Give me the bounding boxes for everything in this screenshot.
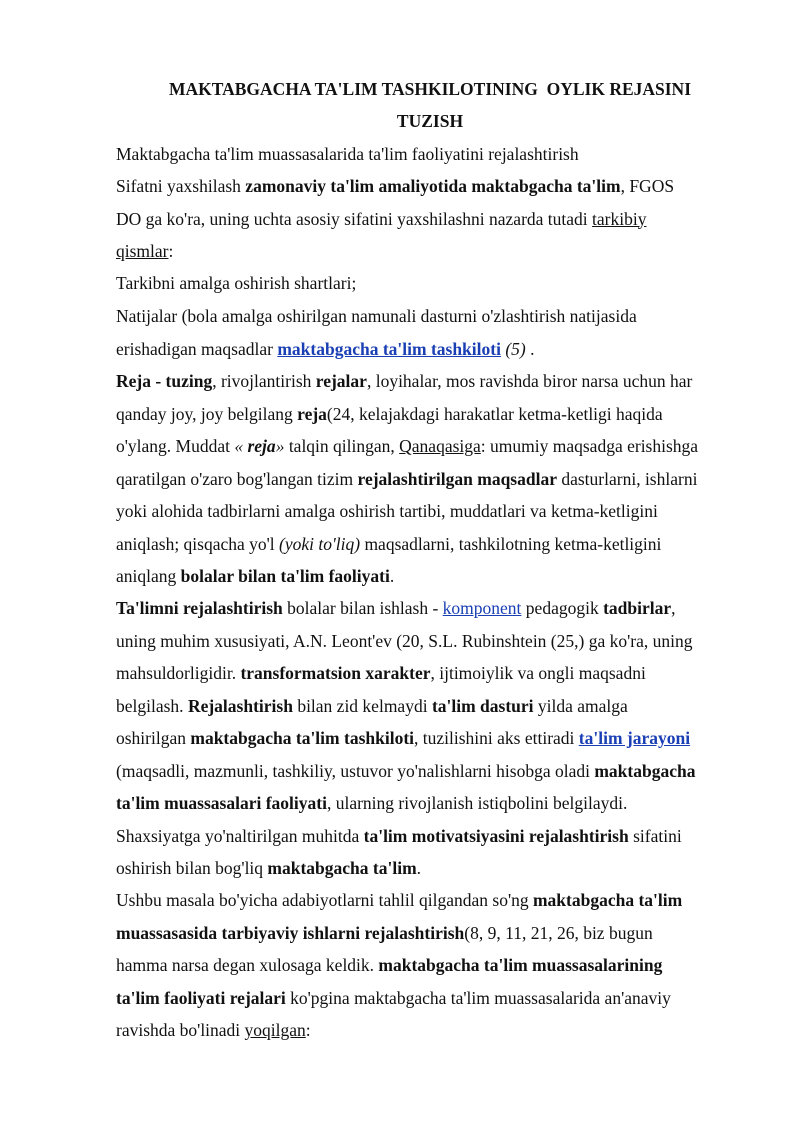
paragraph-3 <box>116 267 756 300</box>
paragraph-line <box>116 463 756 496</box>
text-run: Shaxsiyatga yo'naltirilgan muhitda <box>116 825 364 846</box>
paragraph-line <box>116 333 756 366</box>
text-run: DO ga ko'ra, uning uchta asosiy sifatini yaxshilashni nazarda tutadi <box>116 208 593 229</box>
bold-text: maktabgacha ta'lim <box>532 890 683 910</box>
bold-text: maktabgacha ta'lim muassasalarining <box>378 955 663 975</box>
underlined-term[interactable]: qismlar <box>116 241 169 261</box>
text-run: Maktabgacha ta'lim muassasalarida ta'lim faoliyatini rejalashtirish <box>116 144 579 164</box>
text-run: yilda amalga <box>533 695 628 716</box>
bold-text: bolalar bilan ta'lim faoliyati <box>180 566 390 586</box>
paragraph-7 <box>116 884 756 1047</box>
paragraph-line <box>116 495 756 528</box>
text-run: mahsuldorligidir. <box>116 663 241 683</box>
bold-text: ta'lim motivatsiyasini rejalashtirish <box>363 825 629 846</box>
text-run: . <box>416 858 422 878</box>
paragraph-line <box>116 917 756 950</box>
paragraph-line <box>116 203 756 236</box>
paragraph-line <box>116 235 756 268</box>
title-line-1: MAKTABGACHA TA'LIM TASHKILOTINING OYLIK REJASINI <box>168 79 692 99</box>
text-run: erishadigan maqsadlar <box>116 338 278 359</box>
text-run: Tarkibni amalga oshirish shartlari; <box>116 273 357 293</box>
text-run: oshirilgan <box>116 728 191 748</box>
bold-text: Reja - tuzing <box>116 371 213 391</box>
text-run: : <box>168 241 174 261</box>
bold-text: Rejalashtirish <box>187 695 293 716</box>
paragraph-6 <box>116 592 756 885</box>
paragraph-line <box>116 592 756 625</box>
text-run: bilan zid kelmaydi <box>292 695 432 716</box>
bold-text: zamonaviy ta'lim amaliyotida maktabgacha ta'lim <box>245 176 621 196</box>
paragraph-line <box>116 528 756 561</box>
text-run: qanday joy, joy belgilang <box>116 403 298 424</box>
paragraph-line <box>116 170 756 203</box>
italic-text: « <box>234 436 248 456</box>
paragraph-5 <box>116 365 756 593</box>
text-run: (8, 9, 11, 21, 26, biz bugun <box>464 922 653 943</box>
text-run: (maqsadli, mazmunli, tashkiliy, ustuvor yo'nalishlarni hisobga oladi <box>116 760 595 781</box>
paragraph-line <box>116 560 756 593</box>
bold-text: ta'lim muassasalari faoliyati <box>116 793 327 813</box>
bold-text: maktabgacha ta'lim tashkiloti <box>190 728 415 748</box>
paragraph-line <box>116 852 756 885</box>
italic-text: (5) <box>505 338 526 359</box>
paragraph-1 <box>116 138 756 171</box>
text-run: pedagogik <box>521 598 604 618</box>
paragraph-line <box>116 787 756 820</box>
paragraph-line <box>116 884 756 917</box>
paragraph-line <box>116 949 756 982</box>
text-run: : <box>305 1020 311 1040</box>
text-run: maqsadlarni, tashkilotning ketma-ketligini <box>360 533 662 554</box>
bold-text: reja <box>297 403 327 424</box>
educational-process-link[interactable]: ta'lim jarayoni <box>578 728 691 748</box>
text-run: , tuzilishini aks ettiradi <box>414 728 579 748</box>
paragraph-2 <box>116 170 756 268</box>
text-run: , FGOS <box>620 176 675 196</box>
text-run: o'ylang. Muddat <box>116 436 235 456</box>
title-line-2: TUZISH <box>396 111 464 131</box>
text-run: talqin qilingan, <box>284 436 400 456</box>
paragraph-line <box>116 1014 756 1047</box>
text-run: , ularning rivojlanish istiqbolini belgilaydi. <box>326 793 628 813</box>
text-run: : umumiy maqsadga erishishga <box>480 436 699 456</box>
text-run: (24, kelajakdagi harakatlar ketma-ketligi haqida <box>326 403 663 424</box>
paragraph-line <box>116 138 756 171</box>
text-run: ko'pgina maktabgacha ta'lim muassasalarida an'anaviy <box>285 987 671 1008</box>
text-run: , rivojlantirish <box>212 371 316 391</box>
italic-text: » <box>275 436 285 456</box>
paragraph-line <box>116 722 756 755</box>
paragraph-line <box>116 267 756 300</box>
document-title <box>100 73 760 137</box>
italic-text: (yoki to'liq) <box>279 533 361 554</box>
text-run: dasturlarni, ishlarni <box>556 468 698 489</box>
text-run: uning muhim xususiyati, A.N. Leont'ev (20, S.L. Rubinshtein (25,) ga ko'ra, uning <box>116 630 693 651</box>
text-run: oshirish bilan bog'liq <box>116 858 268 878</box>
underlined-term[interactable]: yoqilgan <box>244 1020 306 1040</box>
bold-text: maktabgacha ta'lim <box>267 858 417 878</box>
bold-text: Ta'limni rejalashtirish <box>116 598 283 618</box>
paragraph-line <box>116 820 756 853</box>
bold-italic-text: reja <box>247 436 276 456</box>
paragraph-line <box>116 430 756 463</box>
text-run: aniqlash; qisqacha yo'l <box>116 533 280 554</box>
bold-text: rejalashtirilgan maqsadlar <box>357 468 557 489</box>
text-run: yoki alohida tadbirlarni amalga oshirish tartibi, muddatlari va ketma-ketligini <box>116 501 658 521</box>
text-run: belgilash. <box>116 695 188 716</box>
bold-text: tadbirlar <box>603 598 672 618</box>
paragraph-line <box>116 657 756 690</box>
text-run: ravishda bo'linadi <box>116 1020 245 1040</box>
bold-text: transformatsion xarakter <box>240 663 431 683</box>
bold-text: muassasasida tarbiyaviy ishlarni rejalashtirish <box>116 922 465 943</box>
text-run: qaratilgan o'zaro bog'langan tizim <box>116 468 358 489</box>
text-run: . <box>389 566 395 586</box>
underlined-term[interactable]: Qanaqasiga <box>399 436 481 456</box>
bold-text: rejalar <box>315 371 367 391</box>
text-run: Ushbu masala bo'yicha adabiyotlarni tahlil qilgandan so'ng <box>116 890 533 910</box>
text-run: bolalar bilan ishlash - <box>282 598 443 618</box>
text-run: , ijtimoiylik va ongli maqsadni <box>430 663 646 683</box>
bold-text: ta'lim faoliyati rejalari <box>116 987 286 1008</box>
text-run: , loyihalar, mos ravishda biror narsa uchun har <box>366 371 693 391</box>
paragraph-line <box>116 755 756 788</box>
paragraph-line <box>116 365 756 398</box>
paragraph-line <box>116 690 756 723</box>
bold-text: maktabgacha <box>594 760 696 781</box>
bold-text: ta'lim dasturi <box>431 695 534 716</box>
text-run: Natijalar (bola amalga oshirilgan namunali dasturni o'zlashtirish natijasida <box>116 306 637 326</box>
component-link[interactable]: komponent <box>442 598 522 618</box>
underlined-term[interactable]: tarkibiy <box>592 208 647 229</box>
paragraph-line <box>116 625 756 658</box>
text-run: . <box>525 338 535 359</box>
paragraph-line <box>116 300 756 333</box>
paragraph-4 <box>116 300 756 365</box>
text-run: sifatini <box>628 825 682 846</box>
text-run: Sifatni yaxshilash <box>116 176 246 196</box>
text-run: aniqlang <box>116 566 181 586</box>
paragraph-line <box>116 982 756 1015</box>
text-run: hamma narsa degan xulosaga keldik. <box>116 955 379 975</box>
preschool-organization-link[interactable]: maktabgacha ta'lim tashkiloti <box>277 338 501 359</box>
text-run: , <box>671 598 676 618</box>
paragraph-line <box>116 398 756 431</box>
